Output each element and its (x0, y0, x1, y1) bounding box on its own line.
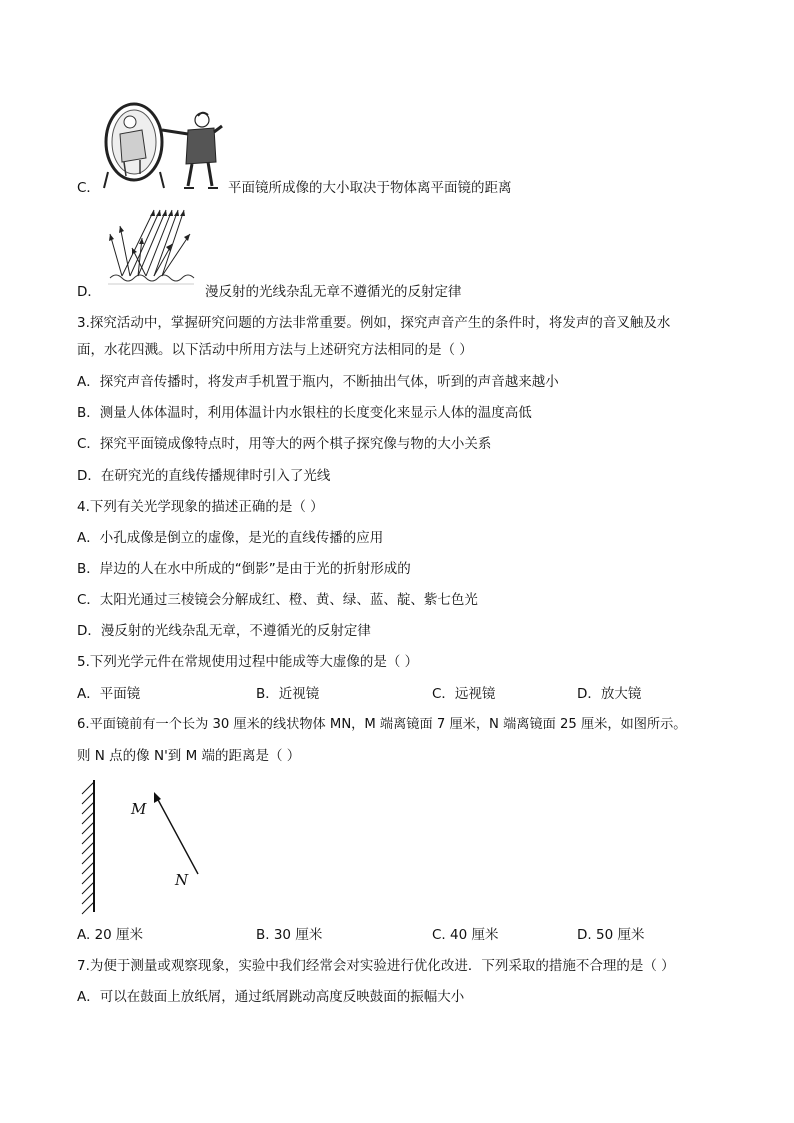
q3-stem-line1: 3.探究活动中，掌握研究问题的方法非常重要。例如，探究声音产生的条件时，将发声的音叉触及水 (77, 315, 671, 331)
q6-label-m: M (131, 800, 147, 818)
q5-option-d: D．放大镜 (577, 686, 642, 702)
q7-option-a: A．可以在鼓面上放纸屑，通过纸屑跳动高度反映鼓面的振幅大小 (77, 989, 465, 1005)
q4-stem: 4.下列有关光学现象的描述正确的是（ ） (77, 499, 324, 515)
q6-stem-line1: 6.平面镜前有一个长为 30 厘米的线状物体 MN，M 端离镜面 7 厘米，N 端离镜面 25 厘米，如图所示。 (77, 717, 687, 732)
option-d-text: 漫反射的光线杂乱无章不遵循光的反射定律 (205, 284, 462, 300)
q6-stem-line2: 则 N 点的像 N'到 M 端的距离是（ ） (77, 748, 301, 764)
q3-stem-line2: 面，水花四溅。以下活动中所用方法与上述研究方法相同的是（ ） (77, 342, 473, 358)
q3-option-a: A．探究声音传播时，将发声手机置于瓶内，不断抽出气体，听到的声音越来越小 (77, 374, 559, 390)
q5-option-c: C．远视镜 (432, 686, 496, 702)
q5-option-a: A．平面镜 (77, 686, 141, 702)
q4-option-b: B．岸边的人在水中所成的“倒影”是由于光的折射形成的 (77, 561, 411, 577)
option-c-letter: C． (77, 180, 100, 196)
q6-option-b: B. 30 厘米 (256, 927, 323, 943)
q7-stem: 7.为便于测量或观察现象，实验中我们经常会对实验进行优化改进．下列采取的措施不合理的是（ ） (77, 958, 675, 974)
diffuse-reflection-illustration (102, 204, 198, 288)
q3-option-b: B．测量人体体温时，利用体温计内水银柱的长度变化来显示人体的温度高低 (77, 405, 532, 421)
mirror-person-illustration (100, 100, 226, 192)
q3-option-d: D．在研究光的直线传播规律时引入了光线 (77, 468, 331, 484)
q4-option-d: D．漫反射的光线杂乱无章，不遵循光的反射定律 (77, 623, 371, 639)
q5-stem: 5.下列光学元件在常规使用过程中能成等大虚像的是（ ） (77, 654, 419, 670)
q4-option-c: C．太阳光通过三棱镜会分解成红、橙、黄、绿、蓝、靛、紫七色光 (77, 592, 478, 608)
q5-option-b: B．近视镜 (256, 686, 320, 702)
option-d-letter: D． (77, 284, 101, 300)
q3-option-c: C．探究平面镜成像特点时，用等大的两个棋子探究像与物的大小关系 (77, 436, 492, 452)
q6-option-d: D. 50 厘米 (577, 927, 645, 943)
q6-option-c: C. 40 厘米 (432, 927, 499, 943)
q6-option-a: A. 20 厘米 (77, 927, 144, 943)
q4-option-a: A．小孔成像是倒立的虚像，是光的直线传播的应用 (77, 530, 384, 546)
q6-label-n: N (175, 871, 189, 889)
option-c-text: 平面镜所成像的大小取决于物体离平面镜的距离 (228, 180, 512, 196)
